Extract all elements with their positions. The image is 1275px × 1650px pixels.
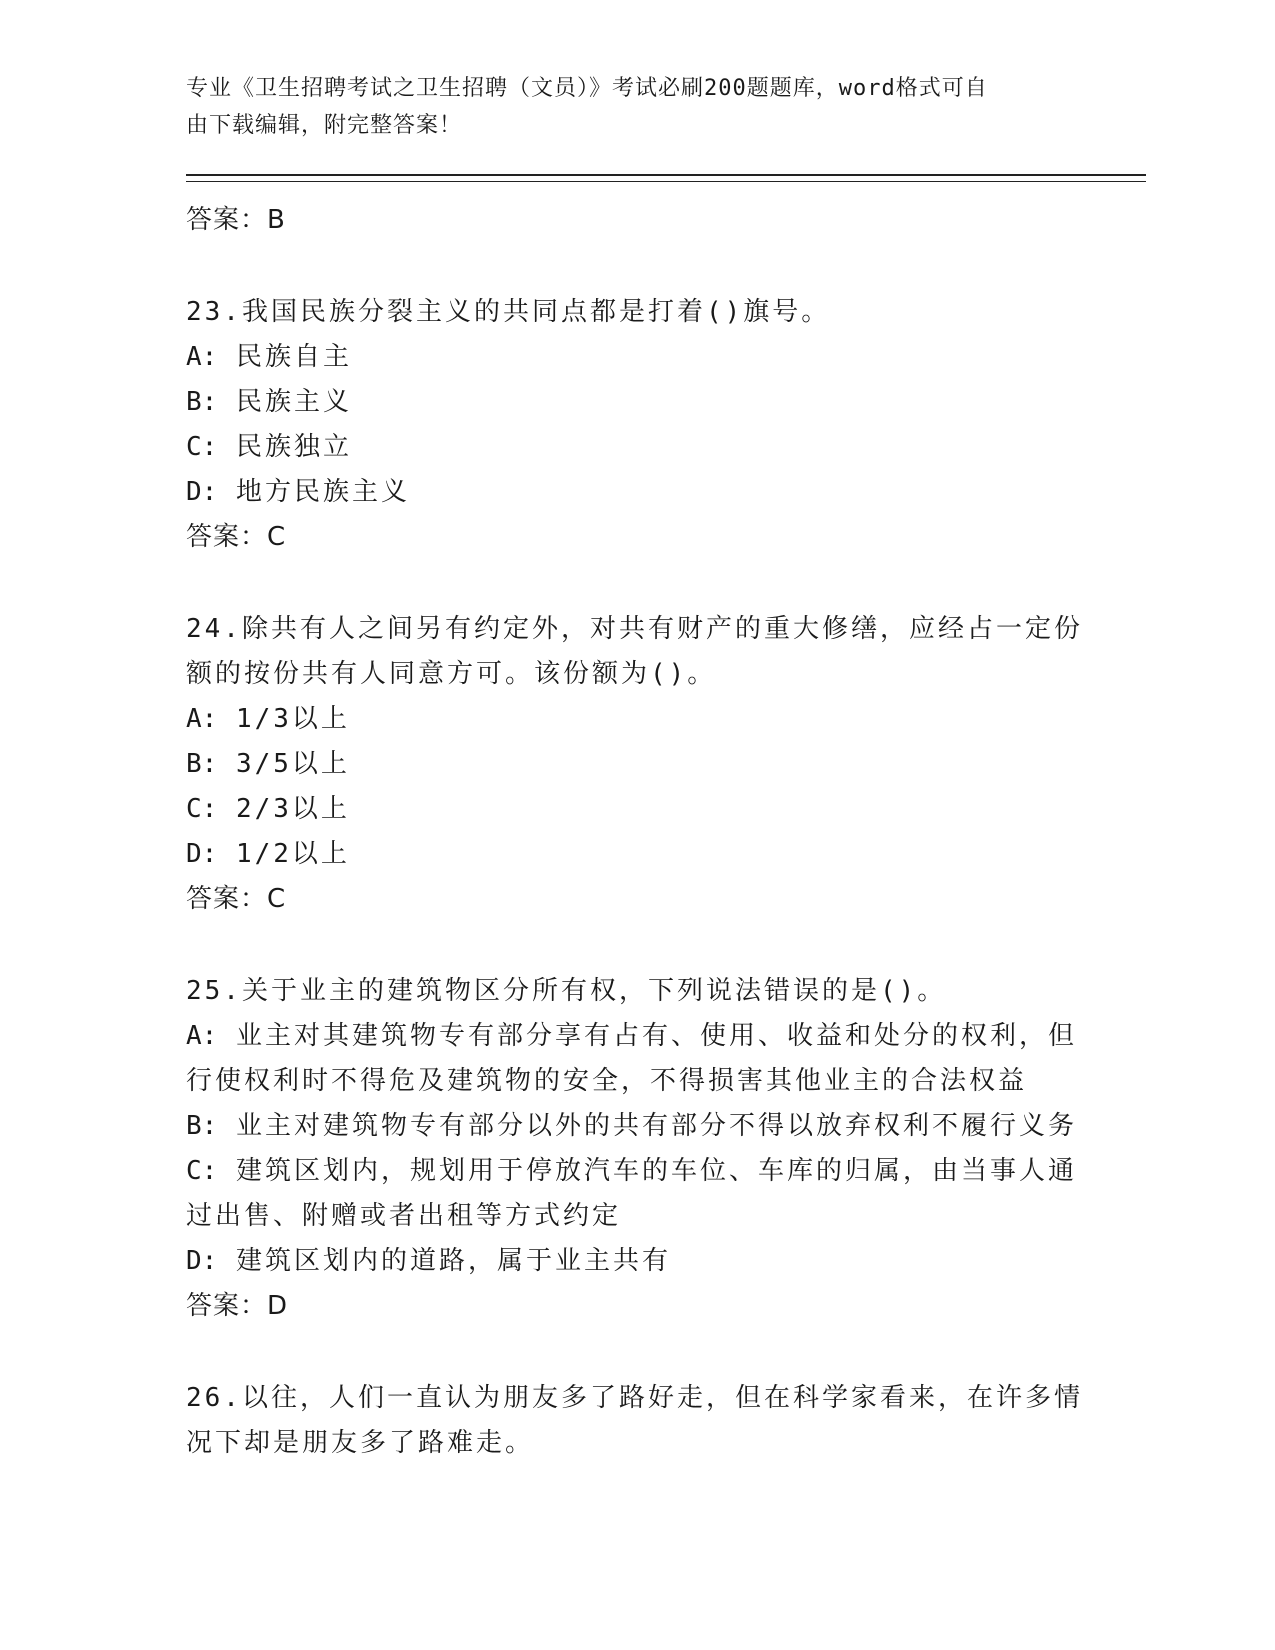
question-text-cont: 况下却是朋友多了路难走。 [186, 1428, 535, 1458]
answer-line: 答案：C [186, 522, 287, 552]
question-text: 23.我国民族分裂主义的共同点都是打着()旗号。 [186, 297, 831, 327]
question-26 [186, 1376, 1146, 1466]
option-text: 地方民族主义 [235, 477, 410, 507]
question-text: 24.除共有人之间另有约定外，对共有财产的重大修缮，应经占一定份 [186, 614, 1083, 644]
option-a-cont: 行使权利时不得危及建筑物的安全，不得损害其他业主的合法权益 [186, 1066, 1028, 1096]
option-c-cont: 过出售、附赠或者出租等方式约定 [186, 1201, 622, 1231]
option-label: A: [186, 1021, 218, 1051]
option-text: 1/2以上 [235, 839, 350, 869]
question-text: 25.关于业主的建筑物区分所有权，下列说法错误的是()。 [186, 976, 947, 1006]
option-text: 业主对建筑物专有部分以外的共有部分不得以放弃权利不履行义务 [235, 1111, 1077, 1141]
option-label: A: [186, 342, 218, 372]
option-label: C: [186, 794, 218, 824]
option-d [186, 1239, 1086, 1284]
option-text: 2/3以上 [235, 794, 350, 824]
document-header [186, 70, 1066, 144]
option-label: D: [186, 1246, 218, 1276]
option-label: B: [186, 749, 218, 779]
option-c [186, 1149, 1086, 1194]
option-label: D: [186, 839, 218, 869]
option-text: 1/3以上 [235, 704, 350, 734]
question-23 [186, 290, 1146, 559]
option-label: B: [186, 1111, 218, 1141]
header-line-1: 专业《卫生招聘考试之卫生招聘（文员）》考试必刷200题题库，word格式可自 [186, 76, 988, 101]
option-c [186, 425, 1086, 470]
option-text: 业主对其建筑物专有部分享有占有、使用、收益和处分的权利，但 [235, 1021, 1077, 1051]
option-b [186, 1104, 1086, 1149]
option-text: 民族自主 [235, 342, 352, 372]
option-d [186, 832, 1086, 877]
option-label: D: [186, 477, 218, 507]
option-label: B: [186, 387, 218, 417]
option-text: 3/5以上 [235, 749, 350, 779]
option-a [186, 335, 1086, 380]
option-d [186, 470, 1086, 515]
header-divider [186, 174, 1146, 182]
option-a [186, 1014, 1086, 1059]
option-label: C: [186, 1156, 218, 1186]
option-label: C: [186, 432, 218, 462]
header-line-2: 由下载编辑，附完整答案！ [186, 113, 463, 138]
option-label: A: [186, 704, 218, 734]
question-text-cont: 额的按份共有人同意方可。该份额为()。 [186, 659, 717, 689]
question-text: 26.以往，人们一直认为朋友多了路好走，但在科学家看来，在许多情 [186, 1383, 1083, 1413]
option-text: 建筑区划内的道路，属于业主共有 [235, 1246, 671, 1276]
option-b [186, 380, 1086, 425]
question-25 [186, 969, 1146, 1328]
option-text: 民族独立 [235, 432, 352, 462]
option-a [186, 697, 1086, 742]
document-page [186, 70, 1146, 1466]
question-24 [186, 607, 1146, 921]
option-b [186, 742, 1086, 787]
previous-answer: 答案：B [186, 205, 286, 235]
option-text: 民族主义 [235, 387, 352, 417]
answer-line: 答案：D [186, 1291, 289, 1321]
option-text: 建筑区划内，规划用于停放汽车的车位、车库的归属，由当事人通 [235, 1156, 1077, 1186]
answer-line: 答案：C [186, 884, 287, 914]
option-c [186, 787, 1086, 832]
